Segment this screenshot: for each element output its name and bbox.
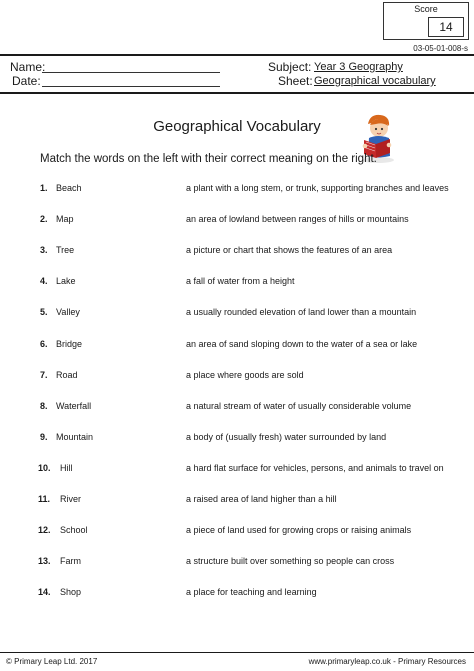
item-number: 3. [40, 245, 48, 255]
item-word: Tree [56, 245, 75, 255]
item-definition: a piece of land used for growing crops or raising animals [186, 525, 412, 535]
score-value: 14 [428, 17, 464, 37]
item-definition: an area of sand sloping down to the water of a sea or lake [186, 339, 418, 349]
instructions: Match the words on the left with their correct meaning on the right. [40, 153, 377, 165]
item-number: 12. [38, 525, 51, 535]
item-word: Valley [56, 307, 80, 317]
item-definition: a place for teaching and learning [186, 587, 317, 597]
item-definition: a natural stream of water of usually considerable volume [186, 401, 412, 411]
item-number: 10. [38, 463, 51, 473]
item-word: River [60, 494, 82, 504]
name-field[interactable] [42, 72, 220, 73]
score-label: Score [414, 4, 438, 14]
item-definition: a fall of water from a height [186, 276, 295, 286]
item-number: 11. [38, 494, 51, 504]
sheet-code: 03-05-01-008-s [413, 44, 468, 53]
item-definition: a plant with a long stem, or trunk, supporting branches and leaves [186, 183, 449, 193]
item-word: Road [56, 370, 78, 380]
item-definition: a place where goods are sold [186, 370, 304, 380]
item-number: 7. [40, 370, 48, 380]
item-word: Shop [60, 587, 82, 597]
item-definition: an area of lowland between ranges of hills or mountains [186, 214, 409, 224]
item-definition: a usually rounded elevation of land lower than a mountain [186, 307, 417, 317]
item-number: 8. [40, 401, 48, 411]
item-definition: a raised area of land higher than a hill [186, 494, 337, 504]
top-divider [0, 54, 474, 56]
item-definition: a picture or chart that shows the features of an area [186, 245, 393, 255]
item-word: Farm [60, 556, 81, 566]
page-title: Geographical Vocabulary [153, 118, 321, 135]
subject-label: Subject: [268, 60, 312, 74]
subject-value: Year 3 Geography [314, 61, 403, 73]
item-word: School [60, 525, 88, 535]
item-word: Bridge [56, 339, 83, 349]
item-number: 4. [40, 276, 48, 286]
item-word: Waterfall [56, 401, 92, 411]
date-label: Date: [12, 74, 41, 88]
item-number: 2. [40, 214, 48, 224]
item-number: 5. [40, 307, 48, 317]
item-number: 6. [40, 339, 48, 349]
item-word: Map [56, 214, 74, 224]
item-word: Hill [60, 463, 73, 473]
item-definition: a hard flat surface for vehicles, persons, and animals to travel on [186, 463, 444, 473]
sheet-value: Geographical vocabulary [314, 75, 436, 87]
item-word: Lake [56, 276, 76, 286]
item-definition: a body of (usually fresh) water surrounded by land [186, 432, 387, 442]
item-word: Beach [56, 183, 82, 193]
header-divider [0, 92, 474, 94]
item-number: 1. [40, 183, 48, 193]
item-number: 9. [40, 432, 48, 442]
item-number: 13. [38, 556, 51, 566]
name-label: Name: [10, 60, 46, 74]
copyright: © Primary Leap Ltd. 2017 [6, 657, 98, 666]
item-number: 14. [38, 587, 51, 597]
date-field[interactable] [42, 86, 220, 87]
item-definition: a structure built over something so people can cross [186, 556, 395, 566]
sheet-label: Sheet: [278, 74, 313, 88]
footer-divider [0, 652, 474, 653]
item-word: Mountain [56, 432, 94, 442]
footer-site: www.primaryleap.co.uk - Primary Resources [308, 657, 466, 666]
